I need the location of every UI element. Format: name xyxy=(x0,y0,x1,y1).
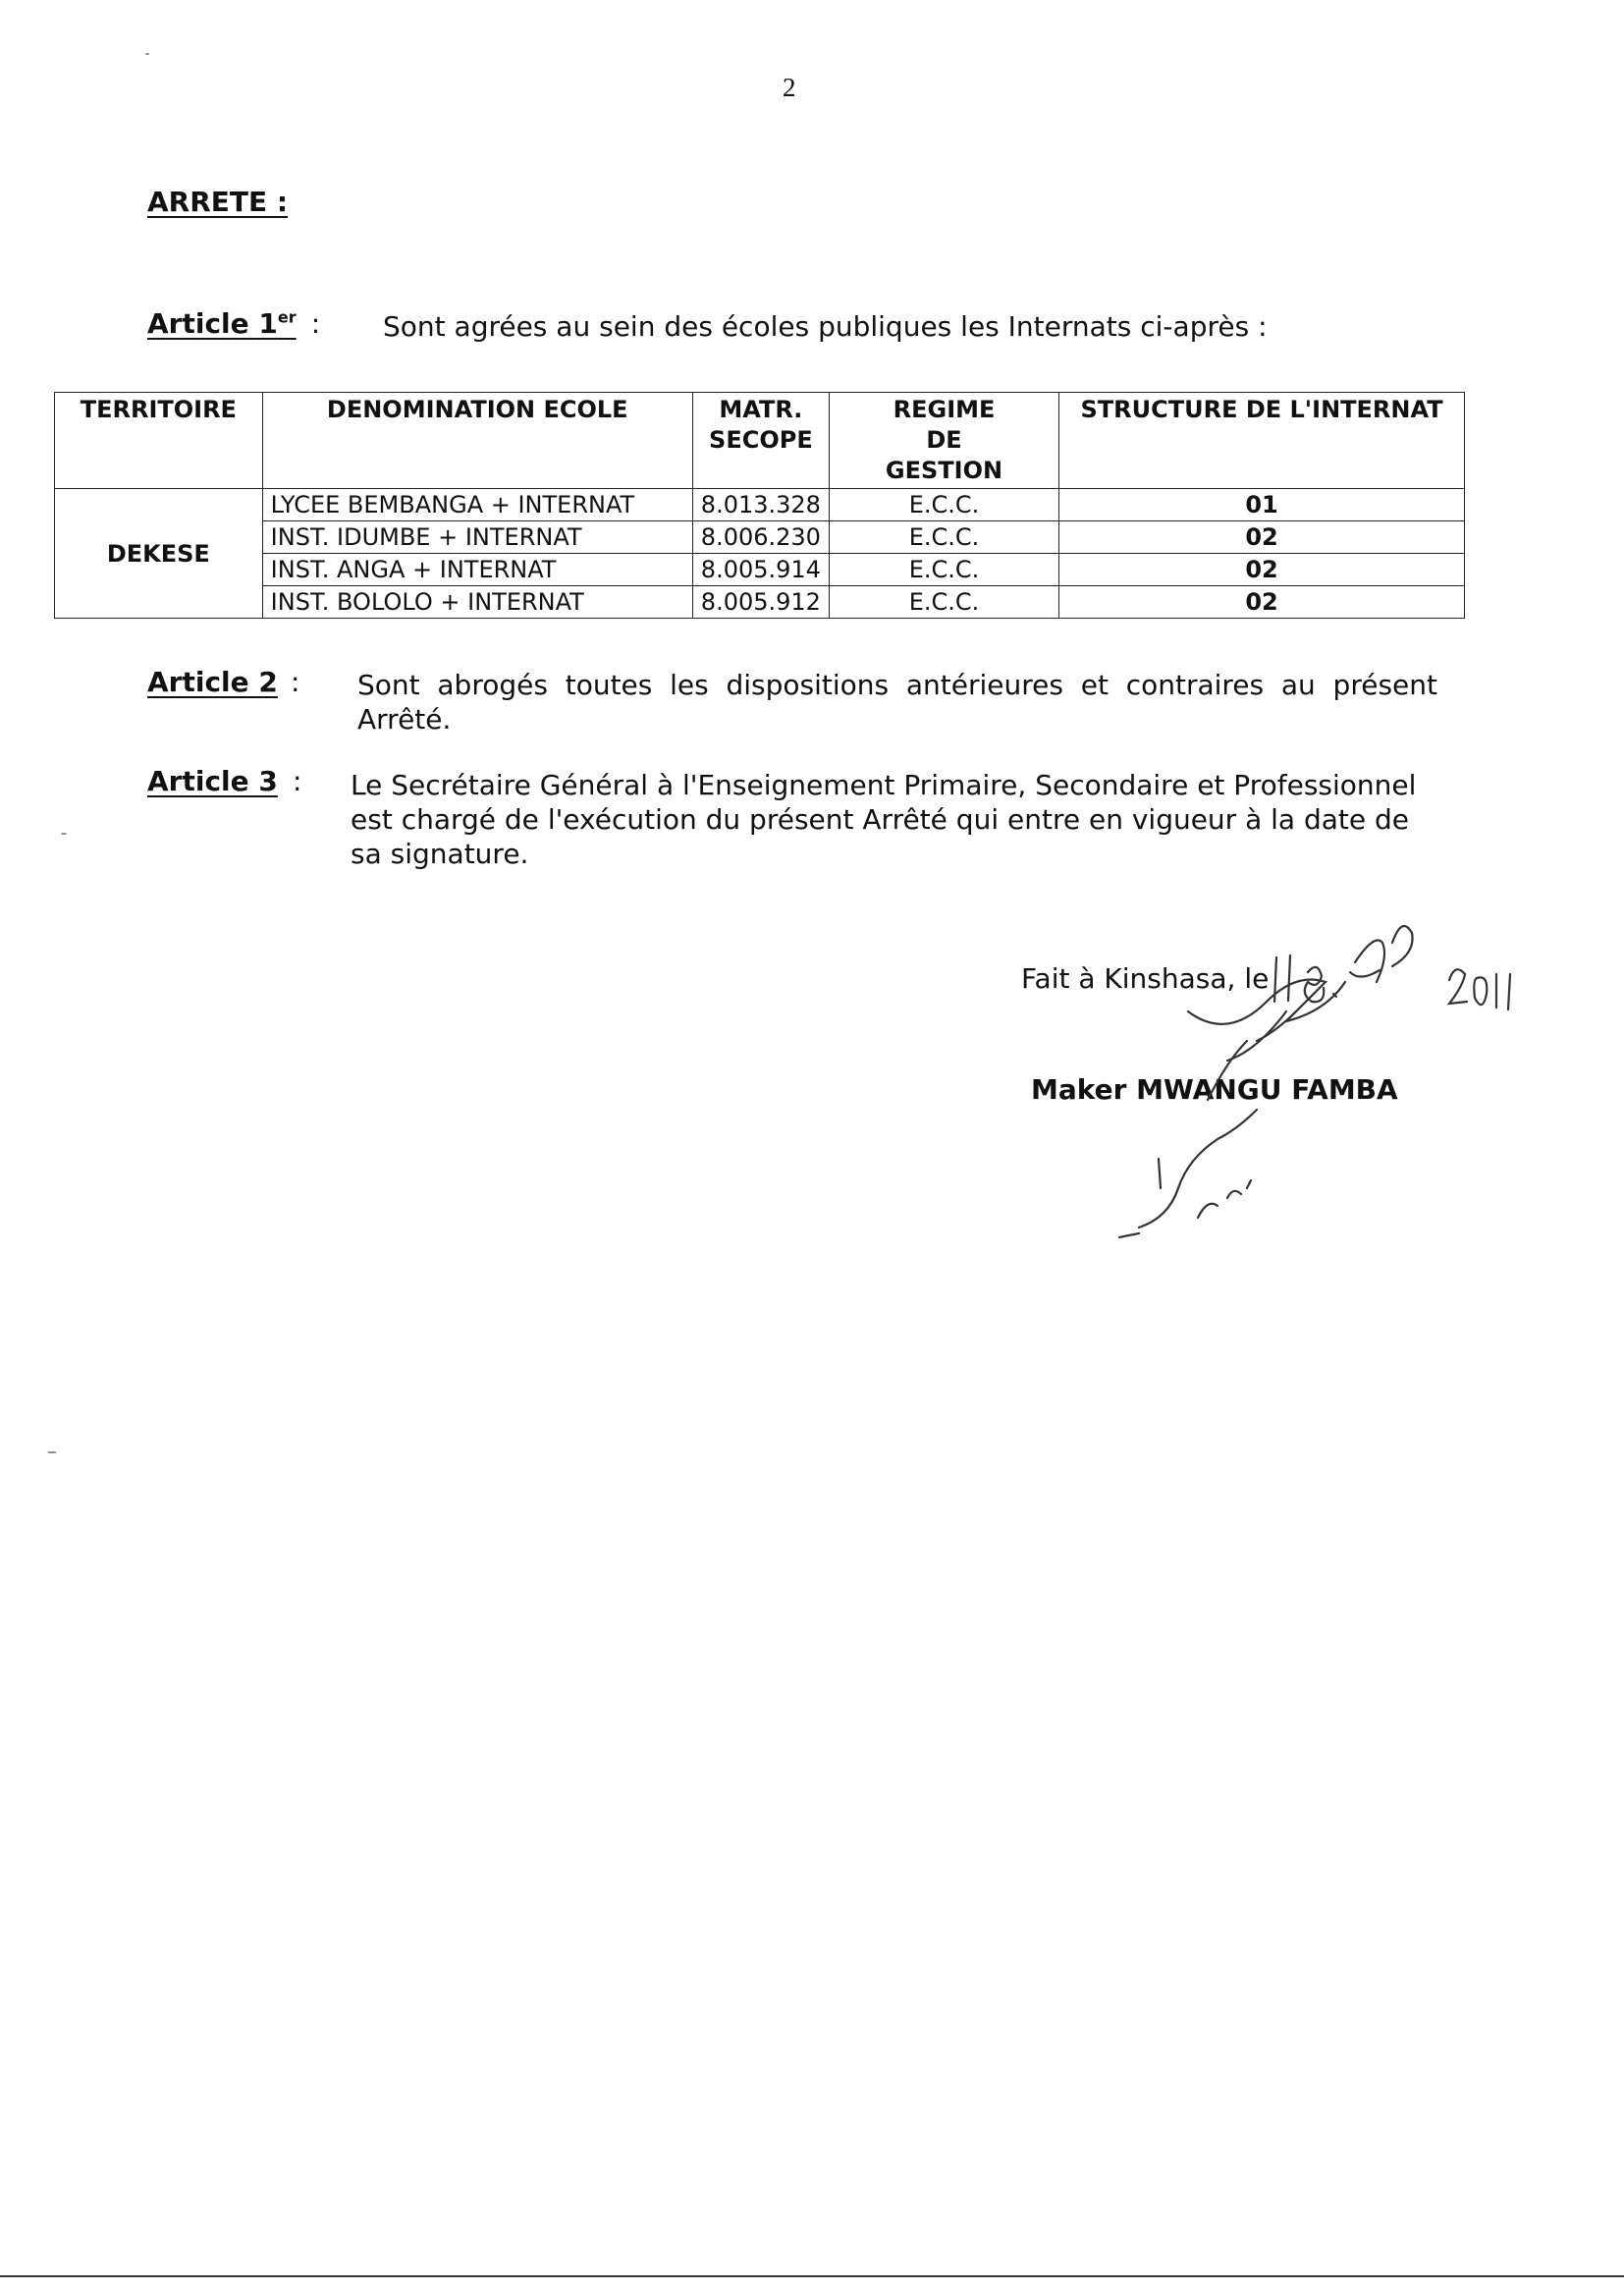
header-structure: STRUCTURE DE L'INTERNAT xyxy=(1059,393,1465,489)
article-1-colon: : xyxy=(310,307,321,340)
arrete-heading: ARRETE : xyxy=(147,186,289,218)
page-number: 2 xyxy=(783,73,796,102)
school-name-cell: LYCEE BEMBANGA + INTERNAT xyxy=(262,489,692,521)
matr-cell: 8.005.912 xyxy=(692,586,829,619)
table-row xyxy=(55,521,1465,554)
article-3-label: Article 3 xyxy=(147,765,278,797)
article-1-text: Sont agrées au sein des écoles publiques les Internats ci-après : xyxy=(383,310,1268,343)
school-name-cell: INST. BOLOLO + INTERNAT xyxy=(262,586,692,619)
article-2-text: Sont abrogés toutes les dispositions antérieures et contraires au présent Arrêté. xyxy=(357,669,1437,736)
article-3-colon: : xyxy=(292,765,302,797)
article-3-heading xyxy=(147,765,301,797)
school-name-cell: INST. ANGA + INTERNAT xyxy=(262,554,692,586)
table-header-row xyxy=(55,393,1465,489)
structure-cell: 01 xyxy=(1059,489,1465,521)
table-row xyxy=(55,586,1465,619)
table-row xyxy=(55,554,1465,586)
matr-cell: 8.005.914 xyxy=(692,554,829,586)
header-regime-gestion: REGIME DE GESTION xyxy=(829,393,1058,489)
signer-name: Maker MWANGU FAMBA xyxy=(1031,1073,1398,1106)
article-2-heading xyxy=(147,666,299,698)
article-3-text: Le Secrétaire Général à l'Enseignement Primaire, Secondaire et Professionnel est chargé de l'exécution du présent Arrêté qui entre en vigueur à la date de sa signature. xyxy=(351,769,1417,870)
article-2-label: Article 2 xyxy=(147,666,278,698)
article-1-heading xyxy=(147,307,320,340)
school-name-cell: INST. IDUMBE + INTERNAT xyxy=(262,521,692,554)
header-denomination: DENOMINATION ECOLE xyxy=(262,393,692,489)
signoff-place: Fait à Kinshasa, le xyxy=(1021,962,1270,995)
regime-cell: E.C.C. xyxy=(829,586,1058,619)
header-matr-secope: MATR. SECOPE xyxy=(692,393,829,489)
scan-speck xyxy=(47,1451,57,1453)
matr-cell: 8.013.328 xyxy=(692,489,829,521)
regime-cell: E.C.C. xyxy=(829,489,1058,521)
header-territoire: TERRITOIRE xyxy=(55,393,263,489)
regime-cell: E.C.C. xyxy=(829,521,1058,554)
scan-speck xyxy=(145,53,149,55)
article-1-label: Article 1er xyxy=(147,307,297,340)
article-2-colon: : xyxy=(290,666,300,698)
territory-cell: DEKESE xyxy=(55,489,263,619)
structure-cell: 02 xyxy=(1059,554,1465,586)
table-row xyxy=(55,489,1465,521)
scan-speck xyxy=(61,833,67,835)
regime-cell: E.C.C. xyxy=(829,554,1058,586)
bottom-rule xyxy=(0,2275,1624,2277)
structure-cell: 02 xyxy=(1059,586,1465,619)
handwritten-signature xyxy=(1080,903,1551,1316)
structure-cell: 02 xyxy=(1059,521,1465,554)
internats-table xyxy=(54,392,1465,619)
matr-cell: 8.006.230 xyxy=(692,521,829,554)
